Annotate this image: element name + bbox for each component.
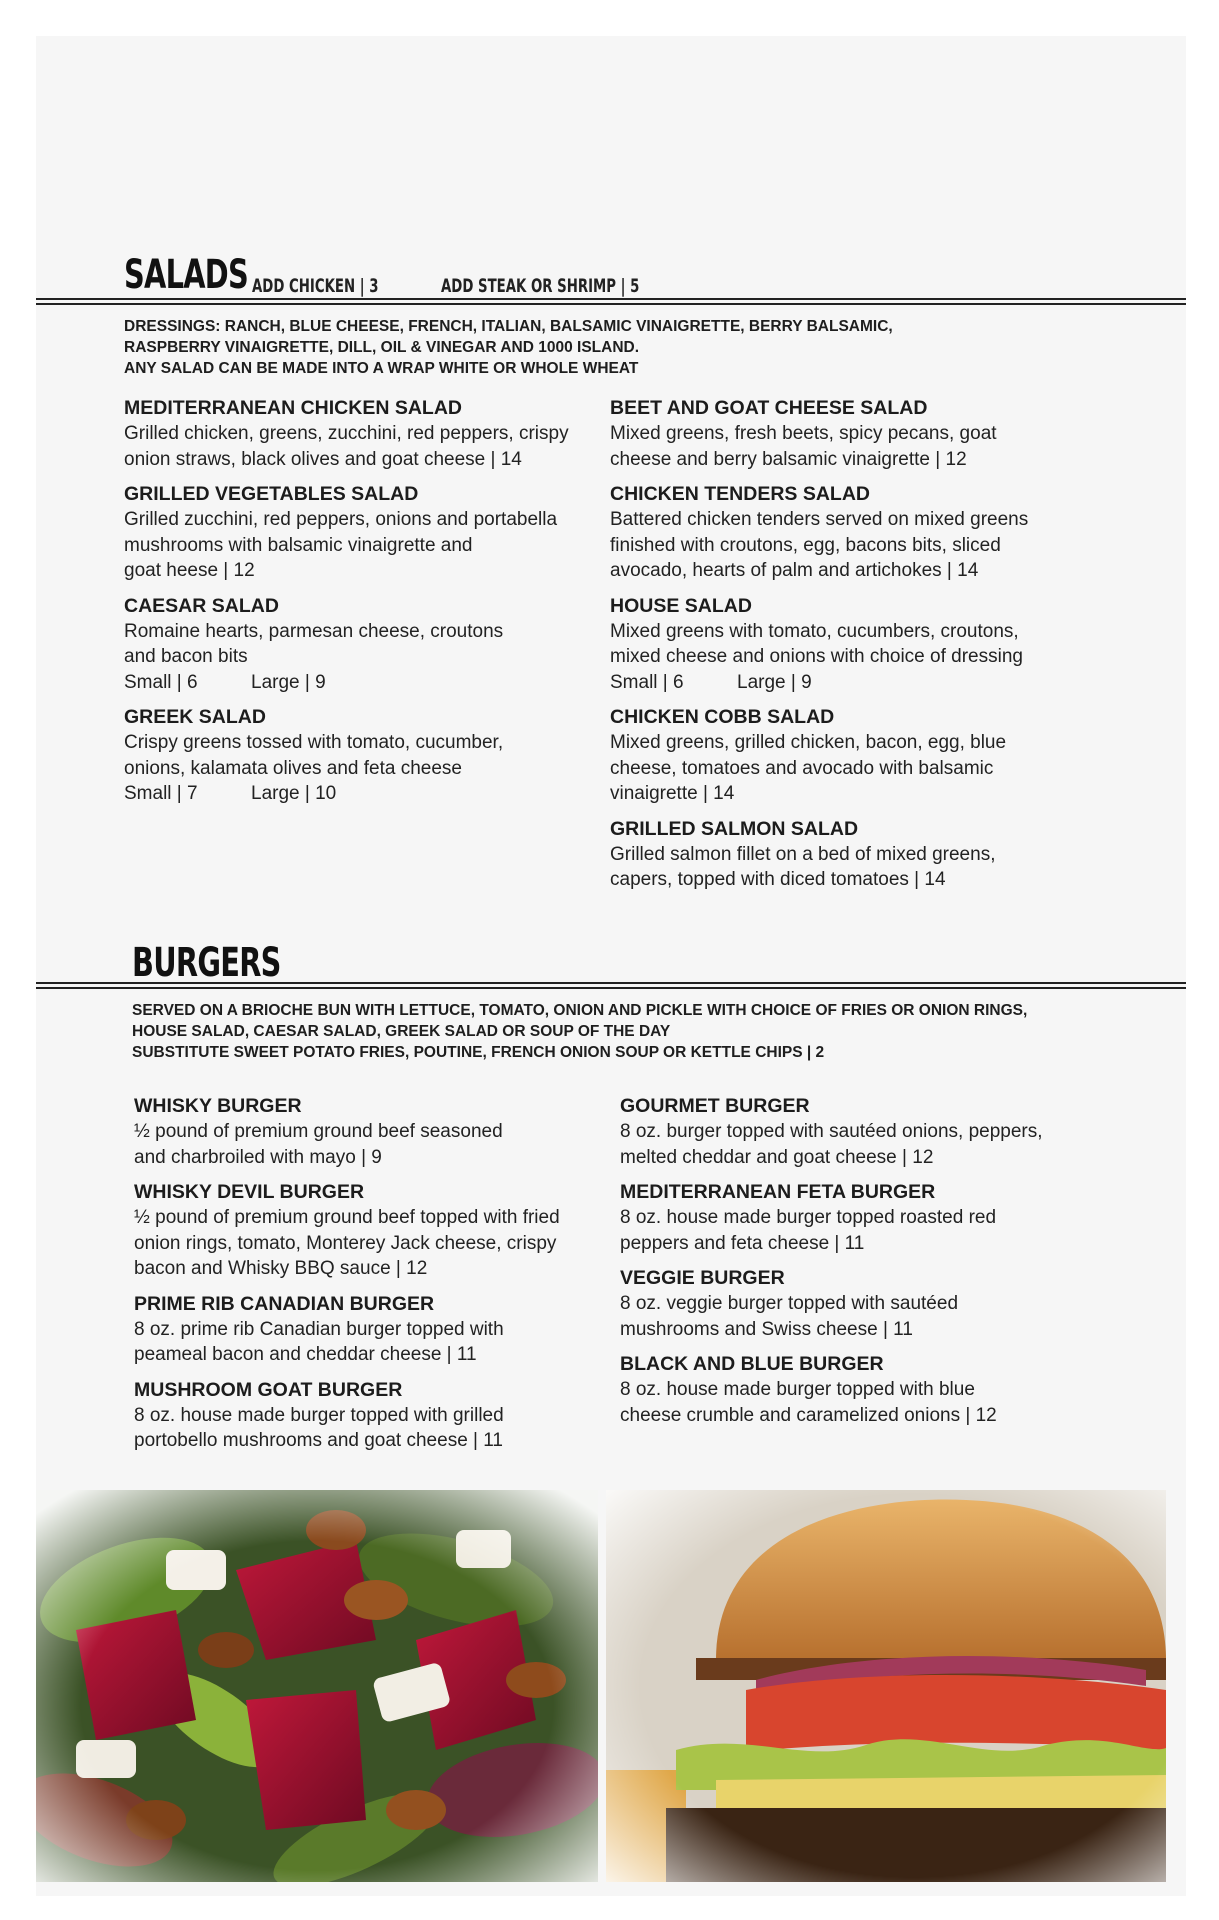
item-description: Mixed greens, fresh beets, spicy pecans, goat cheese and berry balsamic vinaigrette | 12 xyxy=(610,423,997,470)
burgers-title: BURGERS xyxy=(132,940,281,986)
menu-item xyxy=(620,1266,1140,1342)
menu-item xyxy=(610,594,1130,696)
item-sizes xyxy=(610,670,1130,696)
menu-item xyxy=(134,1292,614,1368)
salads-right-column xyxy=(610,396,1130,903)
item-name: BLACK AND BLUE BURGER xyxy=(620,1353,884,1375)
salads-note-line: DRESSINGS: RANCH, BLUE CHEESE, FRENCH, ITALIAN, BALSAMIC VINAIGRETTE, BERRY BALSAMIC, xyxy=(124,318,893,335)
salads-note-line: ANY SALAD CAN BE MADE INTO A WRAP WHITE OR WHOLE WHEAT xyxy=(124,360,639,377)
item-name: CAESAR SALAD xyxy=(124,594,279,617)
menu-item xyxy=(124,705,604,807)
size-small: Small | 6 xyxy=(610,671,684,693)
item-description: ½ pound of premium ground beef seasoned and charbroiled with mayo | 9 xyxy=(134,1121,503,1168)
item-name: MEDITERRANEAN FETA BURGER xyxy=(620,1181,936,1203)
item-description: Romaine hearts, parmesan cheese, croutons and bacon bits xyxy=(124,620,504,667)
salads-notes xyxy=(124,316,893,379)
item-description: 8 oz. burger topped with sautéed onions, peppers, melted cheddar and goat cheese | 12 xyxy=(620,1121,1043,1168)
item-description: ½ pound of premium ground beef topped with fried onion rings, tomato, Monterey Jack cheese, crispy bacon and Whisky BBQ sauce | 12 xyxy=(134,1207,560,1279)
menu-item xyxy=(620,1180,1140,1256)
salads-left-column xyxy=(124,396,604,817)
menu-item xyxy=(610,396,1130,472)
item-description: 8 oz. house made burger topped with blue cheese crumble and caramelized onions | 12 xyxy=(620,1379,997,1426)
menu-item xyxy=(124,396,604,472)
menu-item xyxy=(610,705,1130,807)
item-description: Battered chicken tenders served on mixed greens finished with croutons, egg, bacons bits, sliced avocado, hearts of palm and artichokes | 14 xyxy=(610,509,1029,581)
size-large: Large | 10 xyxy=(251,783,337,804)
item-sizes xyxy=(124,781,604,807)
menu-item xyxy=(134,1094,614,1170)
item-name: MUSHROOM GOAT BURGER xyxy=(134,1378,403,1401)
salad-photo-icon xyxy=(36,1490,598,1882)
addon-steak-shrimp: ADD STEAK OR SHRIMP | 5 xyxy=(441,275,640,297)
item-description: 8 oz. veggie burger topped with sautéed mushrooms and Swiss cheese | 11 xyxy=(620,1293,959,1340)
burgers-rule xyxy=(36,982,1186,989)
menu-item xyxy=(134,1180,614,1282)
item-name: CHICKEN COBB SALAD xyxy=(610,706,835,728)
item-description: Grilled chicken, greens, zucchini, red peppers, crispy onion straws, black olives and goat cheese | 14 xyxy=(124,423,569,470)
burgers-note-line: HOUSE SALAD, CAESAR SALAD, GREEK SALAD OR SOUP OF THE DAY xyxy=(132,1023,671,1040)
size-small: Small | 7 xyxy=(124,783,198,804)
salad-photo xyxy=(36,1490,598,1882)
burger-photo xyxy=(606,1490,1166,1882)
item-name: WHISKY BURGER xyxy=(134,1095,302,1117)
menu-item xyxy=(620,1352,1140,1428)
item-name: CHICKEN TENDERS SALAD xyxy=(610,483,871,505)
item-name: GRILLED SALMON SALAD xyxy=(610,817,859,840)
item-name: VEGGIE BURGER xyxy=(620,1267,785,1289)
burgers-left-column xyxy=(134,1094,614,1464)
item-description: 8 oz. house made burger topped with grilled portobello mushrooms and goat cheese | 11 xyxy=(134,1404,504,1451)
menu-item xyxy=(620,1094,1140,1170)
item-description: Mixed greens with tomato, cucumbers, croutons, mixed cheese and onions with choice of dressing xyxy=(610,620,1023,667)
menu-item xyxy=(124,482,604,584)
burgers-note-line: SERVED ON A BRIOCHE BUN WITH LETTUCE, TOMATO, ONION AND PICKLE WITH CHOICE OF FRIES OR ONION RINGS, xyxy=(132,1002,1028,1019)
item-name: MEDITERRANEAN CHICKEN SALAD xyxy=(124,397,463,419)
item-description: 8 oz. prime rib Canadian burger topped with peameal bacon and cheddar cheese | 11 xyxy=(134,1318,504,1365)
item-name: GRILLED VEGETABLES SALAD xyxy=(124,483,419,505)
item-description: Mixed greens, grilled chicken, bacon, egg, blue cheese, tomatoes and avocado with balsamic vinaigrette | 14 xyxy=(610,732,1007,804)
item-name: GOURMET BURGER xyxy=(620,1095,810,1117)
addon-chicken: ADD CHICKEN | 3 xyxy=(252,275,379,297)
item-name: HOUSE SALAD xyxy=(610,594,752,617)
menu-item xyxy=(124,594,604,696)
item-name: GREEK SALAD xyxy=(124,706,266,728)
item-description: 8 oz. house made burger topped roasted red peppers and feta cheese | 11 xyxy=(620,1207,997,1254)
menu-item xyxy=(610,817,1130,893)
burger-photo-icon xyxy=(606,1490,1166,1882)
salads-rule xyxy=(36,298,1186,305)
salads-note-line: RASPBERRY VINAIGRETTE, DILL, OIL & VINEGAR AND 1000 ISLAND. xyxy=(124,339,640,356)
item-sizes xyxy=(124,670,604,696)
salads-title: SALADS xyxy=(124,252,249,298)
menu-item xyxy=(610,482,1130,584)
size-large: Large | 9 xyxy=(737,671,812,693)
item-description: Grilled zucchini, red peppers, onions and portabella mushrooms with balsamic vinaigrette and goat heese | 12 xyxy=(124,509,558,581)
item-name: PRIME RIB CANADIAN BURGER xyxy=(134,1292,435,1315)
item-name: BEET AND GOAT CHEESE SALAD xyxy=(610,397,928,419)
menu-item xyxy=(134,1378,614,1454)
burgers-right-column xyxy=(620,1094,1140,1438)
size-large: Large | 9 xyxy=(251,671,326,693)
item-name: WHISKY DEVIL BURGER xyxy=(134,1181,365,1203)
burgers-note-line: SUBSTITUTE SWEET POTATO FRIES, POUTINE, FRENCH ONION SOUP OR KETTLE CHIPS | 2 xyxy=(132,1044,825,1061)
item-description: Crispy greens tossed with tomato, cucumber, onions, kalamata olives and feta cheese xyxy=(124,732,504,779)
size-small: Small | 6 xyxy=(124,671,198,693)
item-description: Grilled salmon fillet on a bed of mixed greens, capers, topped with diced tomatoes | 14 xyxy=(610,843,996,890)
burgers-notes xyxy=(132,1000,1027,1063)
